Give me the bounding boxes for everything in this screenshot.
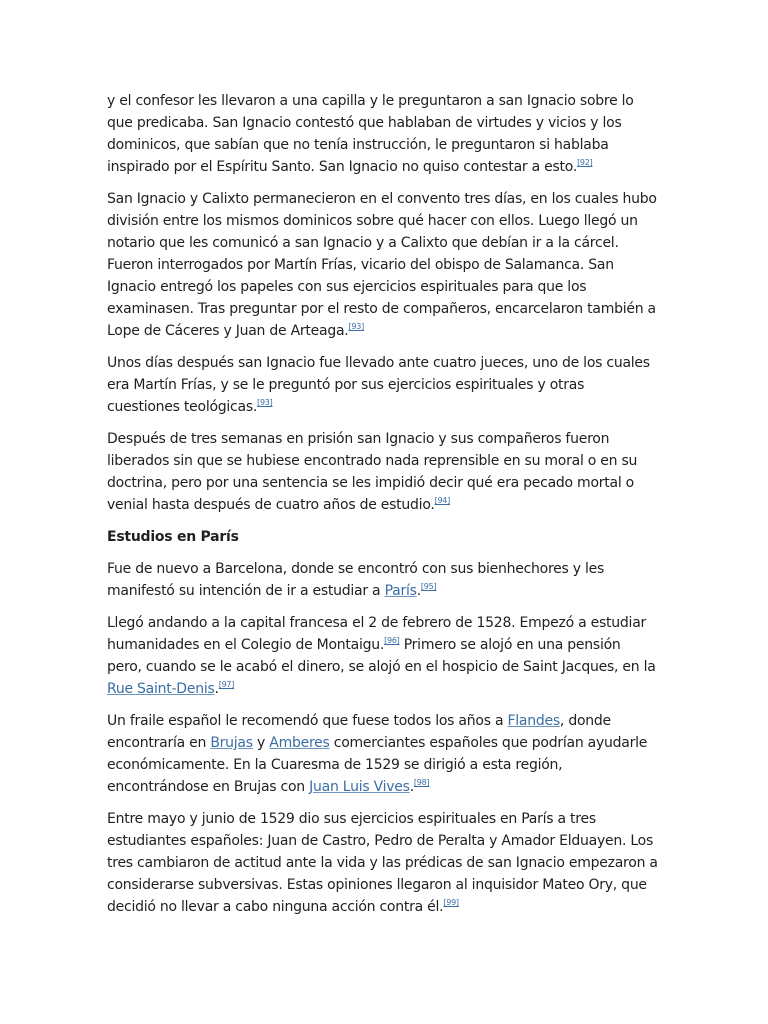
reference-93[interactable]	[257, 398, 272, 407]
reference-link[interactable]: [92]	[577, 158, 593, 167]
paragraph-text: y	[252, 735, 270, 751]
paragraph-text: Primero se alojó en una pensión pero, cuando se le acabó el dinero, se alojó en el hospicio de Saint Jacques, en la	[107, 637, 656, 675]
link-juan-luis-vives[interactable]: Juan Luis Vives	[309, 779, 410, 795]
reference-link[interactable]: [98]	[413, 778, 430, 787]
reference-94[interactable]	[435, 496, 450, 505]
paragraph-5	[107, 558, 659, 602]
link-amberes[interactable]: Amberes	[269, 735, 330, 751]
paragraph-text: Un fraile español le recomendó que fuese todos los años a	[107, 713, 508, 729]
paragraph-text: San Ignacio y Calixto permanecieron en el convento tres días, en los cuales hubo división entre los mismos dominicos sobre qué hacer con ellos. Luego llegó un notario que les comunicó a san Ignacio y a Calixto que debían ir a la cárcel. Fueron interrogados por Martín Frías, vicario del obispo de Salamanca. San Ignacio entregó los papeles con sus ejercicios espirituales para que los examinasen. Tras preguntar por el resto de compañeros, encarcelaron también a Lope de Cáceres y Juan de Arteaga.	[107, 191, 657, 339]
reference-96[interactable]	[384, 636, 399, 645]
reference-link[interactable]: [93]	[348, 322, 364, 331]
paragraph-text: .	[409, 779, 414, 795]
reference-97[interactable]	[219, 680, 234, 689]
reference-link[interactable]: [97]	[218, 680, 235, 689]
reference-99[interactable]	[443, 898, 458, 907]
paragraph-text: Llegó andando a la capital francesa el 2 de febrero de 1528. Empezó a estudiar humanidades en el Colegio de Montaigu.	[107, 615, 647, 653]
section-heading: Estudios en París	[107, 529, 239, 545]
paragraph-text: Después de tres semanas en prisión san Ignacio y sus compañeros fueron liberados sin que se hubiese encontrado nada reprensible en su moral o en su doctrina, pero por una sentencia se les impidió decir qué era pecado mortal o venial hasta después de cuatro años de estudio.	[107, 431, 638, 513]
paragraph-text: , donde encontraría en	[107, 713, 611, 751]
paragraph-text: Unos días después san Ignacio fue llevado ante cuatro jueces, uno de los cuales era Martín Frías, y se le preguntó por sus ejercicios espirituales y otras cuestiones teológicas.	[107, 355, 650, 415]
paragraph-7	[107, 710, 659, 798]
paragraph-text: comerciantes españoles que podrían ayudarle económicamente. En la Cuaresma de 1529 se dirigió a esta región, encontrándose en Brujas con	[107, 735, 648, 795]
reference-link[interactable]: [93]	[257, 398, 273, 407]
paragraph-text: y el confesor les llevaron a una capilla y le preguntaron a san Ignacio sobre lo que predicaba. San Ignacio contestó que hablaban de virtudes y vicios y los dominicos, que sabían que no tenía instrucción, le preguntaron si hablaba inspirado por el Espíritu Santo. San Ignacio no quiso contestar a esto.	[107, 93, 634, 175]
paragraph-2	[107, 188, 659, 342]
paragraph-text: Fue de nuevo a Barcelona, donde se encontró con sus bienhechores y les manifestó su intención de ir a estudiar a	[107, 561, 605, 599]
link-brujas[interactable]: Brujas	[210, 735, 253, 751]
paragraph-4	[107, 428, 659, 516]
paragraph-text: .	[214, 681, 219, 697]
reference-92[interactable]	[577, 158, 592, 167]
paragraph-1	[107, 90, 659, 178]
paragraph-3	[107, 352, 659, 418]
reference-link[interactable]: [96]	[384, 636, 400, 645]
reference-link[interactable]: [94]	[434, 496, 451, 505]
link-rue-saint-denis[interactable]: Rue Saint-Denis	[107, 681, 215, 697]
reference-95[interactable]	[421, 582, 436, 591]
paragraph-8	[107, 808, 659, 918]
paragraph-text: .	[416, 583, 421, 599]
reference-link[interactable]: [95]	[420, 582, 437, 591]
link-flandes[interactable]: Flandes	[507, 713, 560, 729]
article-body	[107, 90, 659, 928]
paragraph-text: Entre mayo y junio de 1529 dio sus ejercicios espirituales en París a tres estudiantes españoles: Juan de Castro, Pedro de Peralta y Amador Elduayen. Los tres cambiaron de actitud ante la vida y las prédicas de san Ignacio empezaron a considerarse subversivas. Estas opiniones llegaron al inquisidor Mateo Ory, que decidió no llevar a cabo ninguna acción contra él.	[107, 811, 658, 915]
reference-98[interactable]	[414, 778, 429, 787]
paragraph-6	[107, 612, 659, 700]
link-paris[interactable]: París	[384, 583, 417, 599]
reference-93[interactable]	[349, 322, 364, 331]
reference-link[interactable]: [99]	[443, 898, 459, 907]
